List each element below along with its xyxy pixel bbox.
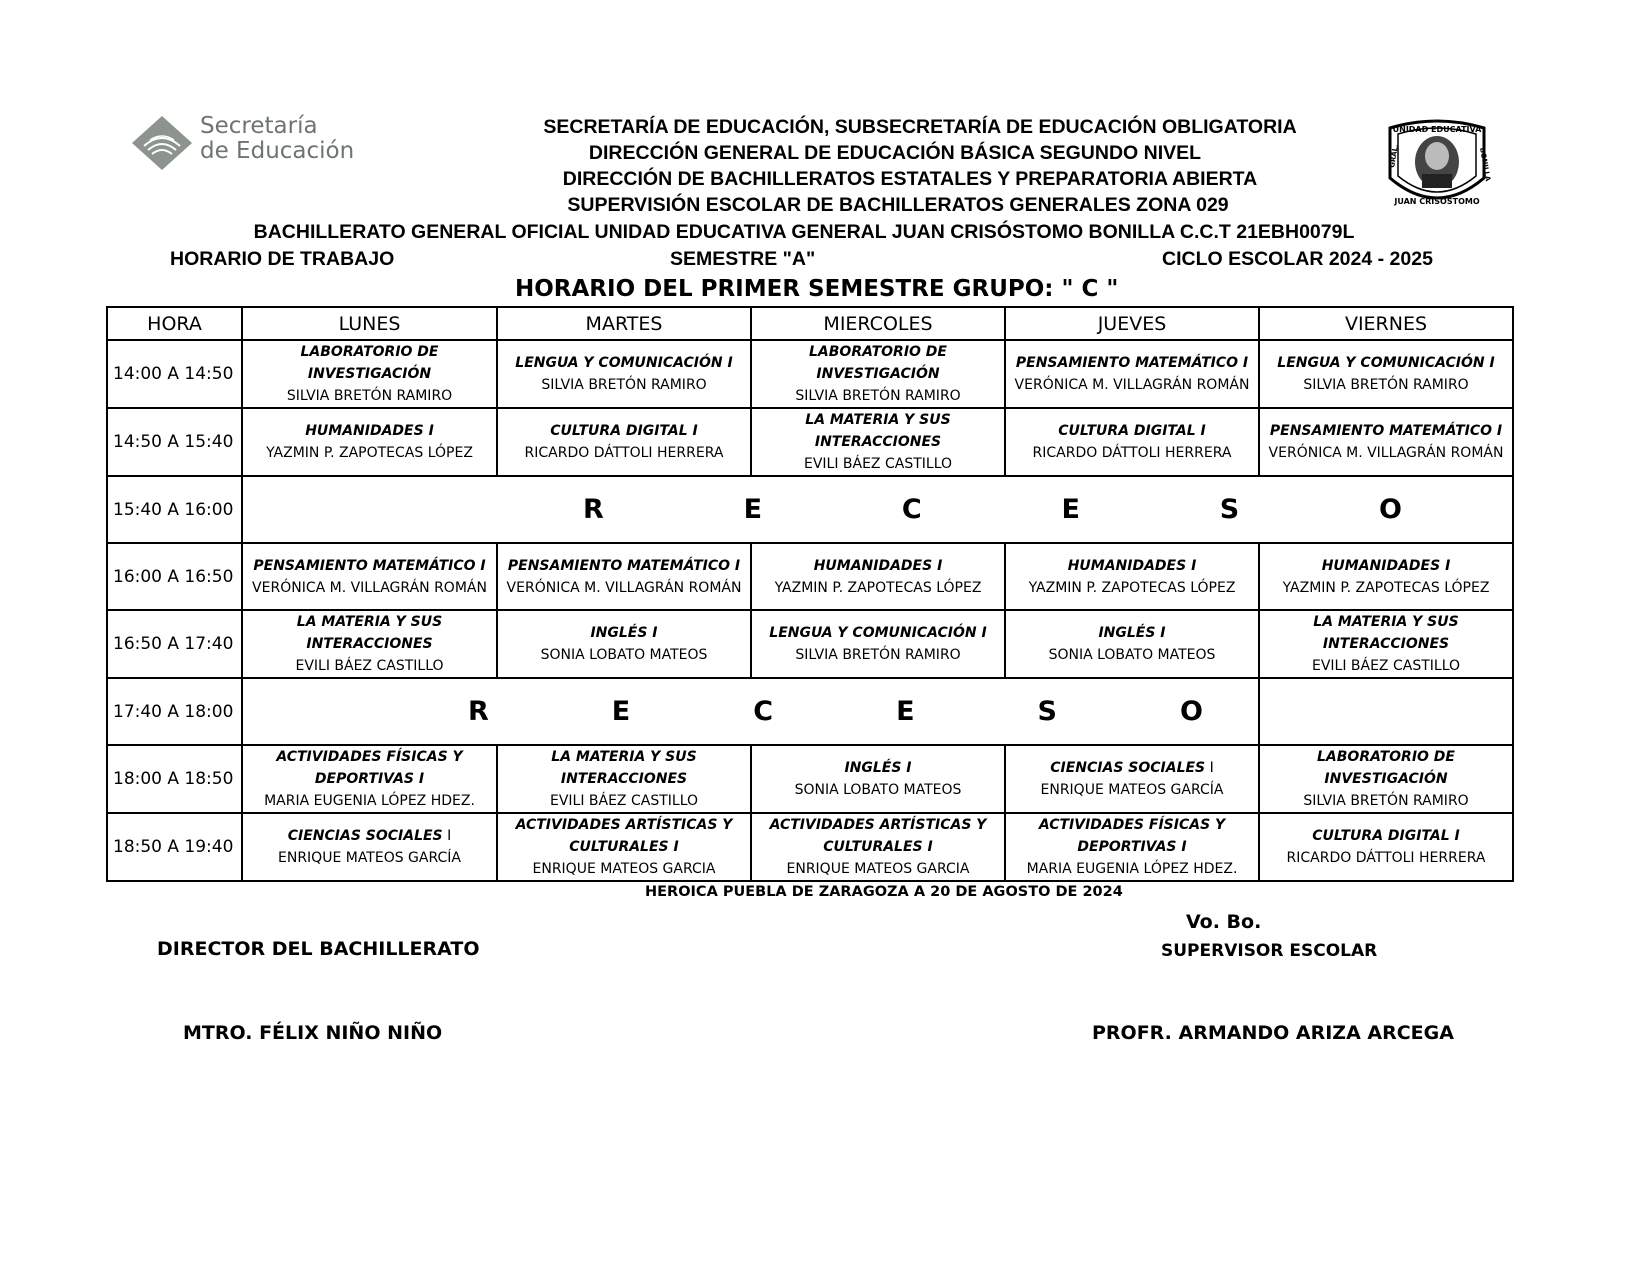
subject-text: HUMANIDADES I [1067,557,1197,574]
class-cell [751,610,1005,678]
header-martes: MARTES [497,307,751,340]
subject-text: LABORATORIO DE INVESTIGACIÓN [1316,749,1455,787]
logo-emblem-icon [130,114,194,172]
teacher-name: SONIA LOBATO MATEOS [794,782,962,798]
class-cell [1259,543,1513,610]
recess-letter: O [1379,494,1402,525]
recess-letter: S [1219,494,1240,525]
subject-text: ACTIVIDADES ARTÍSTICAS Y CULTURALES I [769,817,987,855]
class-cell [751,408,1005,476]
subject-text: PENSAMIENTO MATEMÁTICO I [1269,423,1503,439]
teacher-name: RICARDO DÁTTOLI HERRERA [1032,445,1232,461]
subject-name [498,555,750,577]
class-cell [751,543,1005,610]
class-cell [242,340,497,408]
subject-name [1006,814,1258,858]
class-cell [497,408,751,476]
recess-letter: S [1037,696,1057,727]
subject-text: ACTIVIDADES FÍSICAS Y DEPORTIVAS I [276,749,463,787]
header-miercoles: MIERCOLES [751,307,1005,340]
teacher-name: MARIA EUGENIA LÓPEZ HDEZ. [1026,861,1238,877]
subject-suffix: I [442,828,452,844]
table-row [107,543,1513,610]
teacher-name: YAZMIN P. ZAPOTECAS LÓPEZ [1282,579,1490,596]
teacher-name: ENRIQUE MATEOS GARCIA [532,861,716,877]
recess-letter: E [896,696,915,727]
subject-name [498,746,750,790]
supervisor-name: PROFR. ARMANDO ARIZA ARCEGA [1092,1022,1454,1044]
subject-text: LA MATERIA Y SUS INTERACCIONES [805,412,951,450]
subject-text: LABORATORIO DE INVESTIGACIÓN [808,344,947,382]
subject-name [1260,825,1512,847]
subject-text: CULTURA DIGITAL I [1312,828,1460,844]
class-cell [1005,543,1259,610]
class-cell [497,340,751,408]
class-cell [242,408,497,476]
recess-cell [242,476,1513,543]
teacher-name: YAZMIN P. ZAPOTECAS LÓPEZ [1028,579,1236,596]
table-header-row [107,307,1513,340]
teacher-name: SILVIA BRETÓN RAMIRO [795,388,961,404]
subject-text: INGLÉS I [844,760,912,776]
subject-name [1006,757,1258,779]
seal-bottom-text: JUAN CRISOSTOMO [1394,197,1480,206]
class-cell [497,610,751,678]
table-row [107,813,1513,881]
teacher-name: SILVIA BRETÓN RAMIRO [1303,793,1469,809]
table-row [107,340,1513,408]
subject-name [243,611,496,655]
subject-name [243,555,496,577]
seal-top-text: UNIDAD EDUCATIVA [1392,125,1482,134]
subject-text: INGLÉS I [1098,625,1166,641]
teacher-name: VERÓNICA M. VILLAGRÁN ROMÁN [1268,445,1504,461]
header-line-4: SUPERVISIÓN ESCOLAR DE BACHILLERATOS GENERALES ZONA 029 [567,194,1229,216]
teacher-name: VERÓNICA M. VILLAGRÁN ROMÁN [506,579,742,596]
table-row [107,610,1513,678]
recess-cell [242,678,1259,745]
page-title: HORARIO DEL PRIMER SEMESTRE GRUPO: " C " [515,276,1119,302]
teacher-name: ENRIQUE MATEOS GARCIA [786,861,970,877]
class-cell [1259,610,1513,678]
class-cell [1259,813,1513,881]
class-cell [1005,813,1259,881]
logo-line-1: Secretaría [200,113,318,139]
teacher-name: ENRIQUE MATEOS GARCÍA [278,850,461,866]
subject-name [752,757,1004,779]
teacher-name: YAZMIN P. ZAPOTECAS LÓPEZ [774,579,982,596]
class-cell [497,813,751,881]
subject-text: CIENCIAS SOCIALES [1050,760,1206,776]
subject-name [752,622,1004,644]
subject-text: PENSAMIENTO MATEMÁTICO I [253,557,486,574]
secretaria-logo [130,112,370,172]
class-cell [1005,745,1259,813]
subject-name [1006,352,1258,374]
subject-name [752,341,1004,385]
recess-letter: O [1179,696,1203,727]
time-cell: 14:50 A 15:40 [107,408,242,476]
class-cell [1259,408,1513,476]
teacher-name: SILVIA BRETÓN RAMIRO [795,647,961,663]
subject-name [1260,352,1512,374]
header-viernes: VIERNES [1259,307,1513,340]
time-cell: 17:40 A 18:00 [107,678,242,745]
class-cell [242,813,497,881]
teacher-name: EVILI BÁEZ CASTILLO [1311,658,1461,674]
subject-name [498,352,750,374]
subject-text: CIENCIAS SOCIALES [287,828,443,844]
teacher-name: ENRIQUE MATEOS GARCÍA [1040,782,1224,798]
teacher-name: SILVIA BRETÓN RAMIRO [1303,377,1469,393]
subject-name [1260,746,1512,790]
recess-letter: R [583,494,604,525]
class-cell [1005,610,1259,678]
subject-text: CULTURA DIGITAL I [550,423,698,439]
school-seal [1382,118,1492,214]
director-name: MTRO. FÉLIX NIÑO NIÑO [183,1022,443,1044]
recess-letter: R [468,696,489,727]
subject-text: LENGUA Y COMUNICACIÓN I [515,355,733,371]
supervisor-role: SUPERVISOR ESCOLAR [1161,941,1378,961]
teacher-name: VERÓNICA M. VILLAGRÁN ROMÁN [1014,377,1250,393]
subject-name [243,746,496,790]
logo-line-2: de Educación [200,138,355,164]
school-seal-icon [1382,118,1492,214]
subject-name [498,814,750,858]
recess-letter: E [743,494,763,525]
subject-name [1006,555,1258,577]
teacher-name: MARIA EUGENIA LÓPEZ HDEZ. [264,793,475,809]
class-cell [751,745,1005,813]
table-row [107,678,1513,745]
teacher-name: EVILI BÁEZ CASTILLO [295,658,444,674]
subject-name [243,420,496,442]
time-cell: 18:50 A 19:40 [107,813,242,881]
subject-name [752,555,1004,577]
table-row [107,745,1513,813]
header-line-3: DIRECCIÓN DE BACHILLERATOS ESTATALES Y PREPARATORIA ABIERTA [562,168,1258,190]
subject-text: HUMANIDADES I [813,557,943,574]
schedule-table [106,306,1514,882]
subject-suffix: I [1205,760,1214,776]
subject-text: HUMANIDADES I [305,423,434,439]
place-date: HEROICA PUEBLA DE ZARAGOZA A 20 DE AGOSTO DE 2024 [645,884,1123,900]
subject-text: LENGUA Y COMUNICACIÓN I [1277,355,1495,371]
semester-label: SEMESTRE "A" [670,248,816,270]
class-cell [751,340,1005,408]
subject-text: LA MATERIA Y SUS INTERACCIONES [1313,614,1459,652]
header-line-2: DIRECCIÓN GENERAL DE EDUCACIÓN BÁSICA SEGUNDO NIVEL [588,142,1202,164]
subject-name [498,622,750,644]
recess-letter: E [1061,494,1080,525]
subject-name [752,814,1004,858]
teacher-name: SILVIA BRETÓN RAMIRO [541,377,707,393]
empty-cell [1259,678,1513,745]
subject-name [498,420,750,442]
subject-text: LA MATERIA Y SUS INTERACCIONES [296,614,443,652]
header-lunes: LUNES [242,307,497,340]
teacher-name: VERÓNICA M. VILLAGRÁN ROMÁN [252,579,487,596]
time-cell: 14:00 A 14:50 [107,340,242,408]
time-cell: 18:00 A 18:50 [107,745,242,813]
subject-text: LABORATORIO DE INVESTIGACIÓN [300,344,439,382]
subject-name [1260,611,1512,655]
vobo-label: Vo. Bo. [1186,911,1262,933]
subject-text: ACTIVIDADES FÍSICAS Y DEPORTIVAS I [1038,817,1226,855]
subject-name [1260,420,1512,442]
director-role: DIRECTOR DEL BACHILLERATO [157,938,480,960]
recess-letter: C [753,696,774,727]
subject-text: PENSAMIENTO MATEMÁTICO I [507,557,741,574]
teacher-name: SONIA LOBATO MATEOS [1048,647,1216,663]
class-cell [751,813,1005,881]
subject-text: CULTURA DIGITAL I [1058,423,1206,439]
header-jueves: JUEVES [1005,307,1259,340]
class-cell [1005,408,1259,476]
subject-name [243,341,496,385]
teacher-name: RICARDO DÁTTOLI HERRERA [524,445,724,461]
recess-letter: E [611,696,631,727]
table-row [107,408,1513,476]
class-cell [242,543,497,610]
header-line-1: SECRETARÍA DE EDUCACIÓN, SUBSECRETARÍA DE EDUCACIÓN OBLIGATORIA [543,116,1297,138]
header-hora: HORA [107,307,242,340]
subject-name [1006,622,1258,644]
subject-text: INGLÉS I [590,625,658,641]
subject-name [1006,420,1258,442]
header-line-5: BACHILLERATO GENERAL OFICIAL UNIDAD EDUCATIVA GENERAL JUAN CRISÓSTOMO BONILLA C.C.T 21EBH0079L [253,221,1355,243]
teacher-name: YAZMIN P. ZAPOTECAS LÓPEZ [266,445,473,461]
class-cell [1259,340,1513,408]
school-cycle-label: CICLO ESCOLAR 2024 - 2025 [1162,248,1433,270]
class-cell [1259,745,1513,813]
subject-name [1260,555,1512,577]
subject-text: LENGUA Y COMUNICACIÓN I [769,625,987,641]
class-cell [497,543,751,610]
time-cell: 15:40 A 16:00 [107,476,242,543]
class-cell [1005,340,1259,408]
teacher-name: SONIA LOBATO MATEOS [540,647,708,663]
seal-right-text: BONILLA [1478,146,1492,182]
class-cell [242,745,497,813]
work-schedule-label: HORARIO DE TRABAJO [170,248,395,270]
recess-letter: C [901,494,922,525]
teacher-name: SILVIA BRETÓN RAMIRO [286,388,453,404]
teacher-name: EVILI BÁEZ CASTILLO [803,456,953,472]
subject-name [243,825,496,847]
teacher-name: EVILI BÁEZ CASTILLO [549,793,699,809]
class-cell [242,610,497,678]
teacher-name: RICARDO DÁTTOLI HERRERA [1286,850,1486,866]
subject-text: LA MATERIA Y SUS INTERACCIONES [551,749,697,787]
seal-left-text: GRAL. [1388,143,1401,169]
subject-text: HUMANIDADES I [1321,557,1451,574]
subject-text: ACTIVIDADES ARTÍSTICAS Y CULTURALES I [515,817,733,855]
table-row [107,476,1513,543]
time-cell: 16:00 A 16:50 [107,543,242,610]
time-cell: 16:50 A 17:40 [107,610,242,678]
class-cell [497,745,751,813]
subject-name [752,409,1004,453]
subject-text: PENSAMIENTO MATEMÁTICO I [1015,355,1249,371]
